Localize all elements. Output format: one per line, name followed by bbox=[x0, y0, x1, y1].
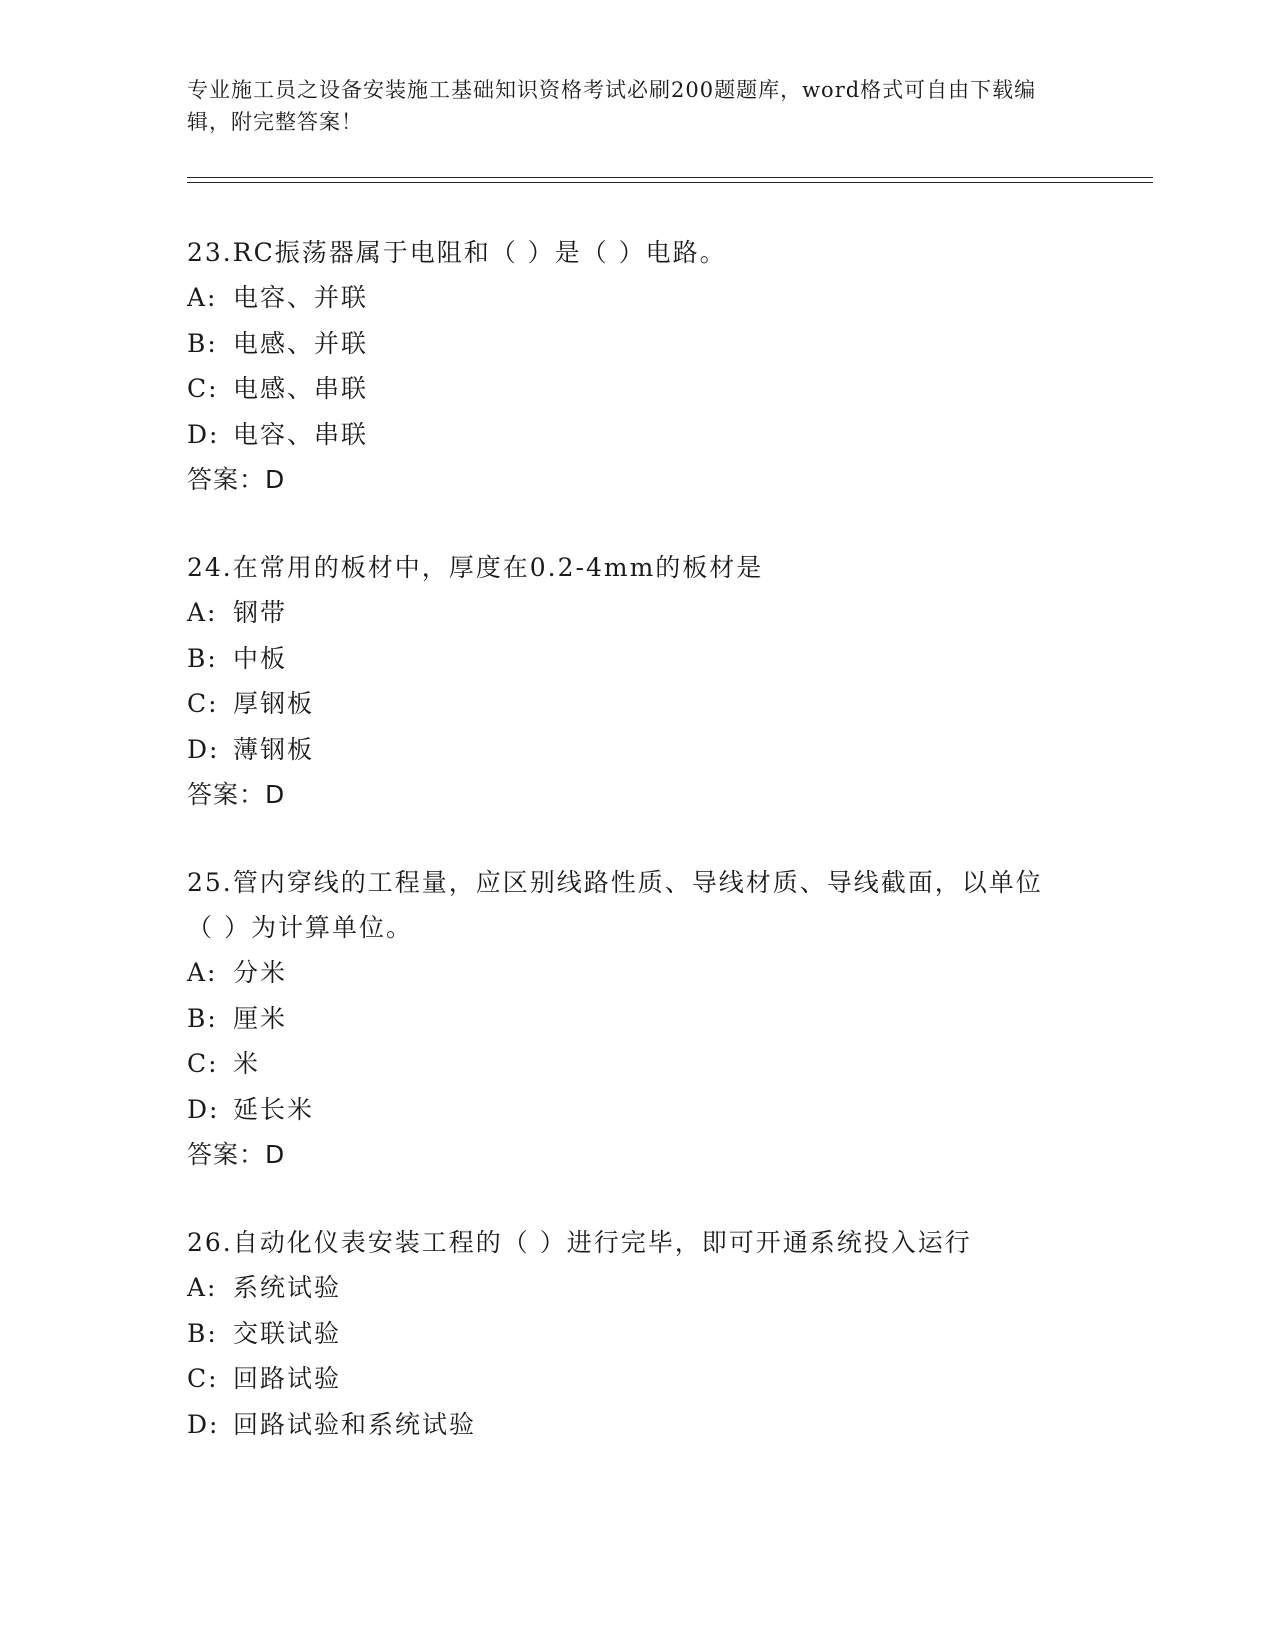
option-text: 薄钢板 bbox=[233, 734, 315, 764]
document-header: 专业施工员之设备安装施工基础知识资格考试必刷200题题库，word格式可自由下载编辑，附完整答案！ bbox=[187, 78, 1037, 134]
option-letter: C: bbox=[187, 1049, 219, 1078]
option-text: 电容、串联 bbox=[233, 419, 369, 449]
option-letter: A: bbox=[187, 958, 218, 987]
option-a bbox=[187, 1265, 1087, 1311]
option-text: 电感、串联 bbox=[233, 374, 369, 403]
option-letter: B: bbox=[187, 1003, 218, 1033]
option-a bbox=[187, 590, 1087, 636]
option-letter: A: bbox=[187, 1273, 218, 1302]
option-b bbox=[187, 636, 1087, 682]
option-text: 钢带 bbox=[233, 598, 288, 627]
option-text: 回路试验 bbox=[233, 1364, 342, 1393]
option-text: 米 bbox=[233, 1049, 261, 1078]
option-letter: A: bbox=[187, 598, 218, 627]
option-text: 回路试验和系统试验 bbox=[233, 1409, 477, 1439]
option-a bbox=[187, 950, 1067, 996]
option-d bbox=[187, 412, 1087, 458]
option-b bbox=[187, 996, 1067, 1042]
question-25 bbox=[187, 860, 1067, 1177]
option-letter: B: bbox=[187, 328, 218, 358]
option-c bbox=[187, 681, 1087, 727]
option-b bbox=[187, 321, 1087, 367]
option-letter: D: bbox=[187, 419, 220, 449]
question-24 bbox=[187, 545, 1087, 817]
option-text: 交联试验 bbox=[233, 1318, 342, 1348]
option-b bbox=[187, 1311, 1087, 1357]
option-c bbox=[187, 1041, 1067, 1087]
question-26 bbox=[187, 1220, 1087, 1447]
option-letter: C: bbox=[187, 689, 219, 718]
option-c bbox=[187, 1356, 1087, 1402]
question-stem: 25.管内穿线的工程量，应区别线路性质、导线材质、导线截面，以单位（ ）为计算单位。 bbox=[187, 868, 1043, 942]
option-letter: A: bbox=[187, 283, 218, 312]
option-a bbox=[187, 275, 1087, 321]
option-d bbox=[187, 1087, 1067, 1133]
option-text: 电容、并联 bbox=[233, 283, 369, 312]
option-d bbox=[187, 1402, 1087, 1448]
header-rule-top bbox=[187, 177, 1153, 178]
question-stem: 26.自动化仪表安装工程的（ ）进行完毕，即可开通系统投入运行 bbox=[187, 1228, 972, 1257]
option-text: 厚钢板 bbox=[233, 689, 315, 718]
option-text: 分米 bbox=[233, 958, 288, 987]
question-23 bbox=[187, 230, 1087, 502]
option-letter: B: bbox=[187, 1318, 218, 1348]
question-stem: 23.RC振荡器属于电阻和（ ）是（ ）电路。 bbox=[187, 238, 727, 267]
answer: 答案：D bbox=[187, 1140, 286, 1169]
option-letter: C: bbox=[187, 374, 219, 403]
answer: 答案：D bbox=[187, 465, 286, 494]
option-text: 中板 bbox=[233, 643, 288, 673]
option-letter: D: bbox=[187, 734, 220, 764]
option-letter: B: bbox=[187, 643, 218, 673]
question-stem: 24.在常用的板材中，厚度在0.2-4mm的板材是 bbox=[187, 553, 764, 582]
option-letter: C: bbox=[187, 1364, 219, 1393]
option-d bbox=[187, 727, 1087, 773]
option-c bbox=[187, 366, 1087, 412]
answer: 答案：D bbox=[187, 780, 286, 809]
option-text: 系统试验 bbox=[233, 1273, 342, 1302]
header-rule-bottom bbox=[187, 182, 1153, 183]
option-text: 延长米 bbox=[233, 1094, 315, 1124]
option-letter: D: bbox=[187, 1094, 220, 1124]
option-letter: D: bbox=[187, 1409, 220, 1439]
option-text: 厘米 bbox=[233, 1003, 288, 1033]
option-text: 电感、并联 bbox=[233, 328, 369, 358]
